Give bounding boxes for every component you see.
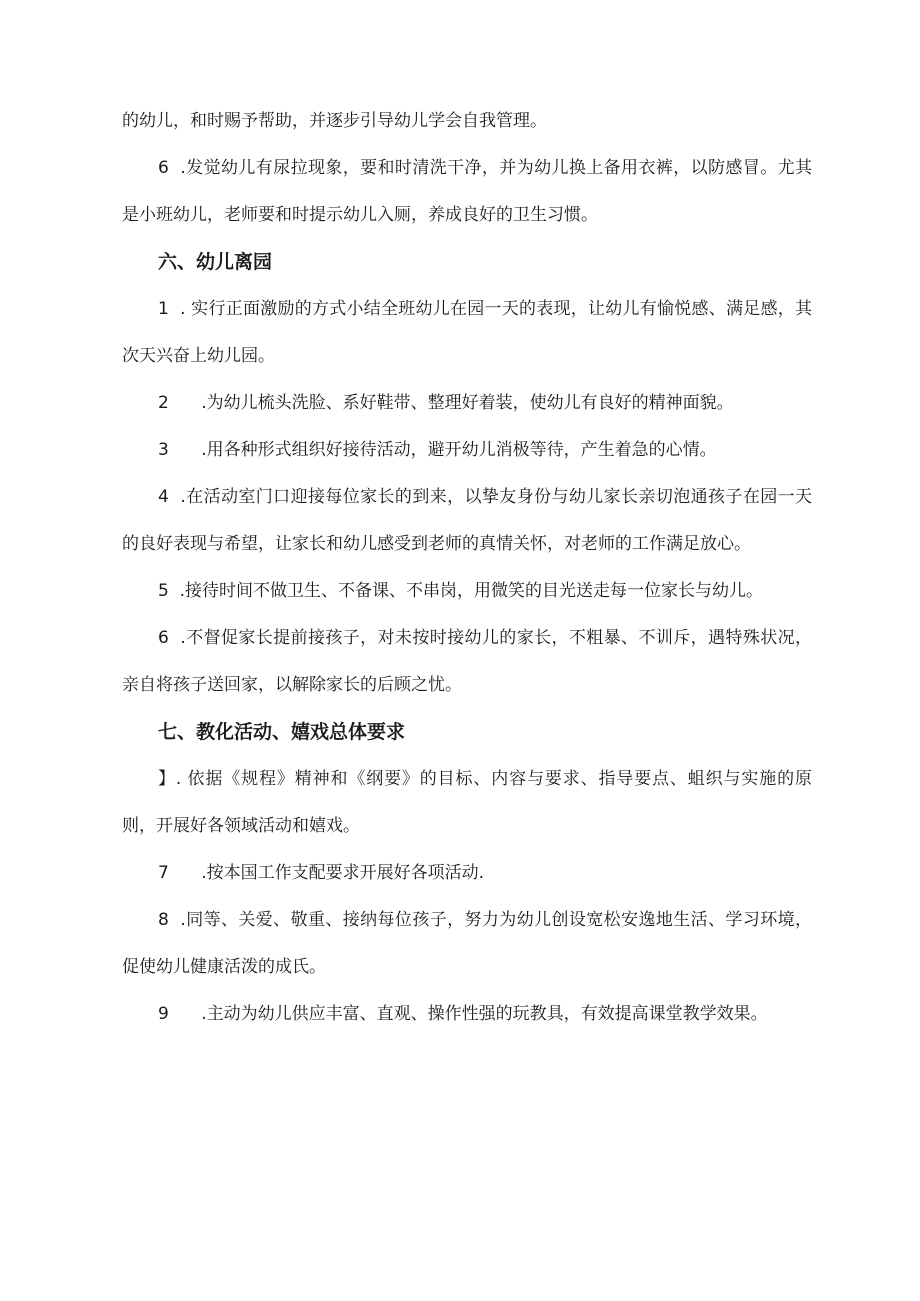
list-item: 】. 依据《规程》精神和《纲要》的目标、内容与要求、指导要点、蛆织与实施的原则，开展好各领域活动和嬉戏。 (122, 769, 812, 836)
section-heading-7: 七、教化活动、嬉戏总体要求 (158, 721, 406, 743)
list-item: 3 .用各种形式组织好接待活动，避开幼儿消极等待，产生着急的心情。 (158, 440, 717, 460)
list-item: 7 .按本国工作支配要求开展好各项活动. (158, 863, 485, 883)
list-item-5-6: 6 .发觉幼儿有尿拉现象，要和时清洗干净，并为幼儿换上备用衣裤，以防感冒。尤其是小班幼儿，老师要和时提示幼儿入厕，养成良好的卫生习惯。 (122, 158, 812, 225)
list-item: 2 .为幼儿梳头洗脸、系好鞋带、整理好着装，使幼儿有良好的精神面貌。 (158, 393, 734, 413)
list-item: 4 .在活动室门口迎接每位家长的到来，以挚友身份与幼儿家长亲切泡通孩子在园一天的良好表现与希望，让家长和幼儿感受到老师的真情关怀，对老师的工作满足放心。 (122, 487, 812, 554)
list-item: 9 .主动为幼儿供应丰富、直观、操作性强的玩教具，有效提高课堂教学效果。 (158, 1004, 768, 1024)
list-item: 5 .接待时间不做卫生、不备课、不串岗，用微笑的目光送走每一位家长与幼儿。 (158, 581, 764, 601)
section-heading-6: 六、幼儿离园 (158, 251, 273, 273)
document-page (122, 98, 812, 1038)
list-item: 6 .不督促家长提前接孩子，对未按时接幼儿的家长，不粗暴、不训斥，遇特殊状况，亲自将孩子送回家，以解除家长的后顾之忧。 (122, 628, 812, 695)
list-item: 1 . 实行正面激励的方式小结全班幼儿在园一天的表现，让幼儿有愉悦感、满足感，其次天兴奋上幼儿园。 (122, 299, 812, 366)
list-item: 8 .同等、关爱、敬重、接纳每位孩子，努力为幼儿创设宽松安逸地生活、学习环境，促使幼儿健康活泼的成氏。 (122, 910, 812, 977)
paragraph-continuation: 的幼儿，和时赐予帮助，并逐步引导幼儿学会自我管理。 (122, 111, 547, 131)
